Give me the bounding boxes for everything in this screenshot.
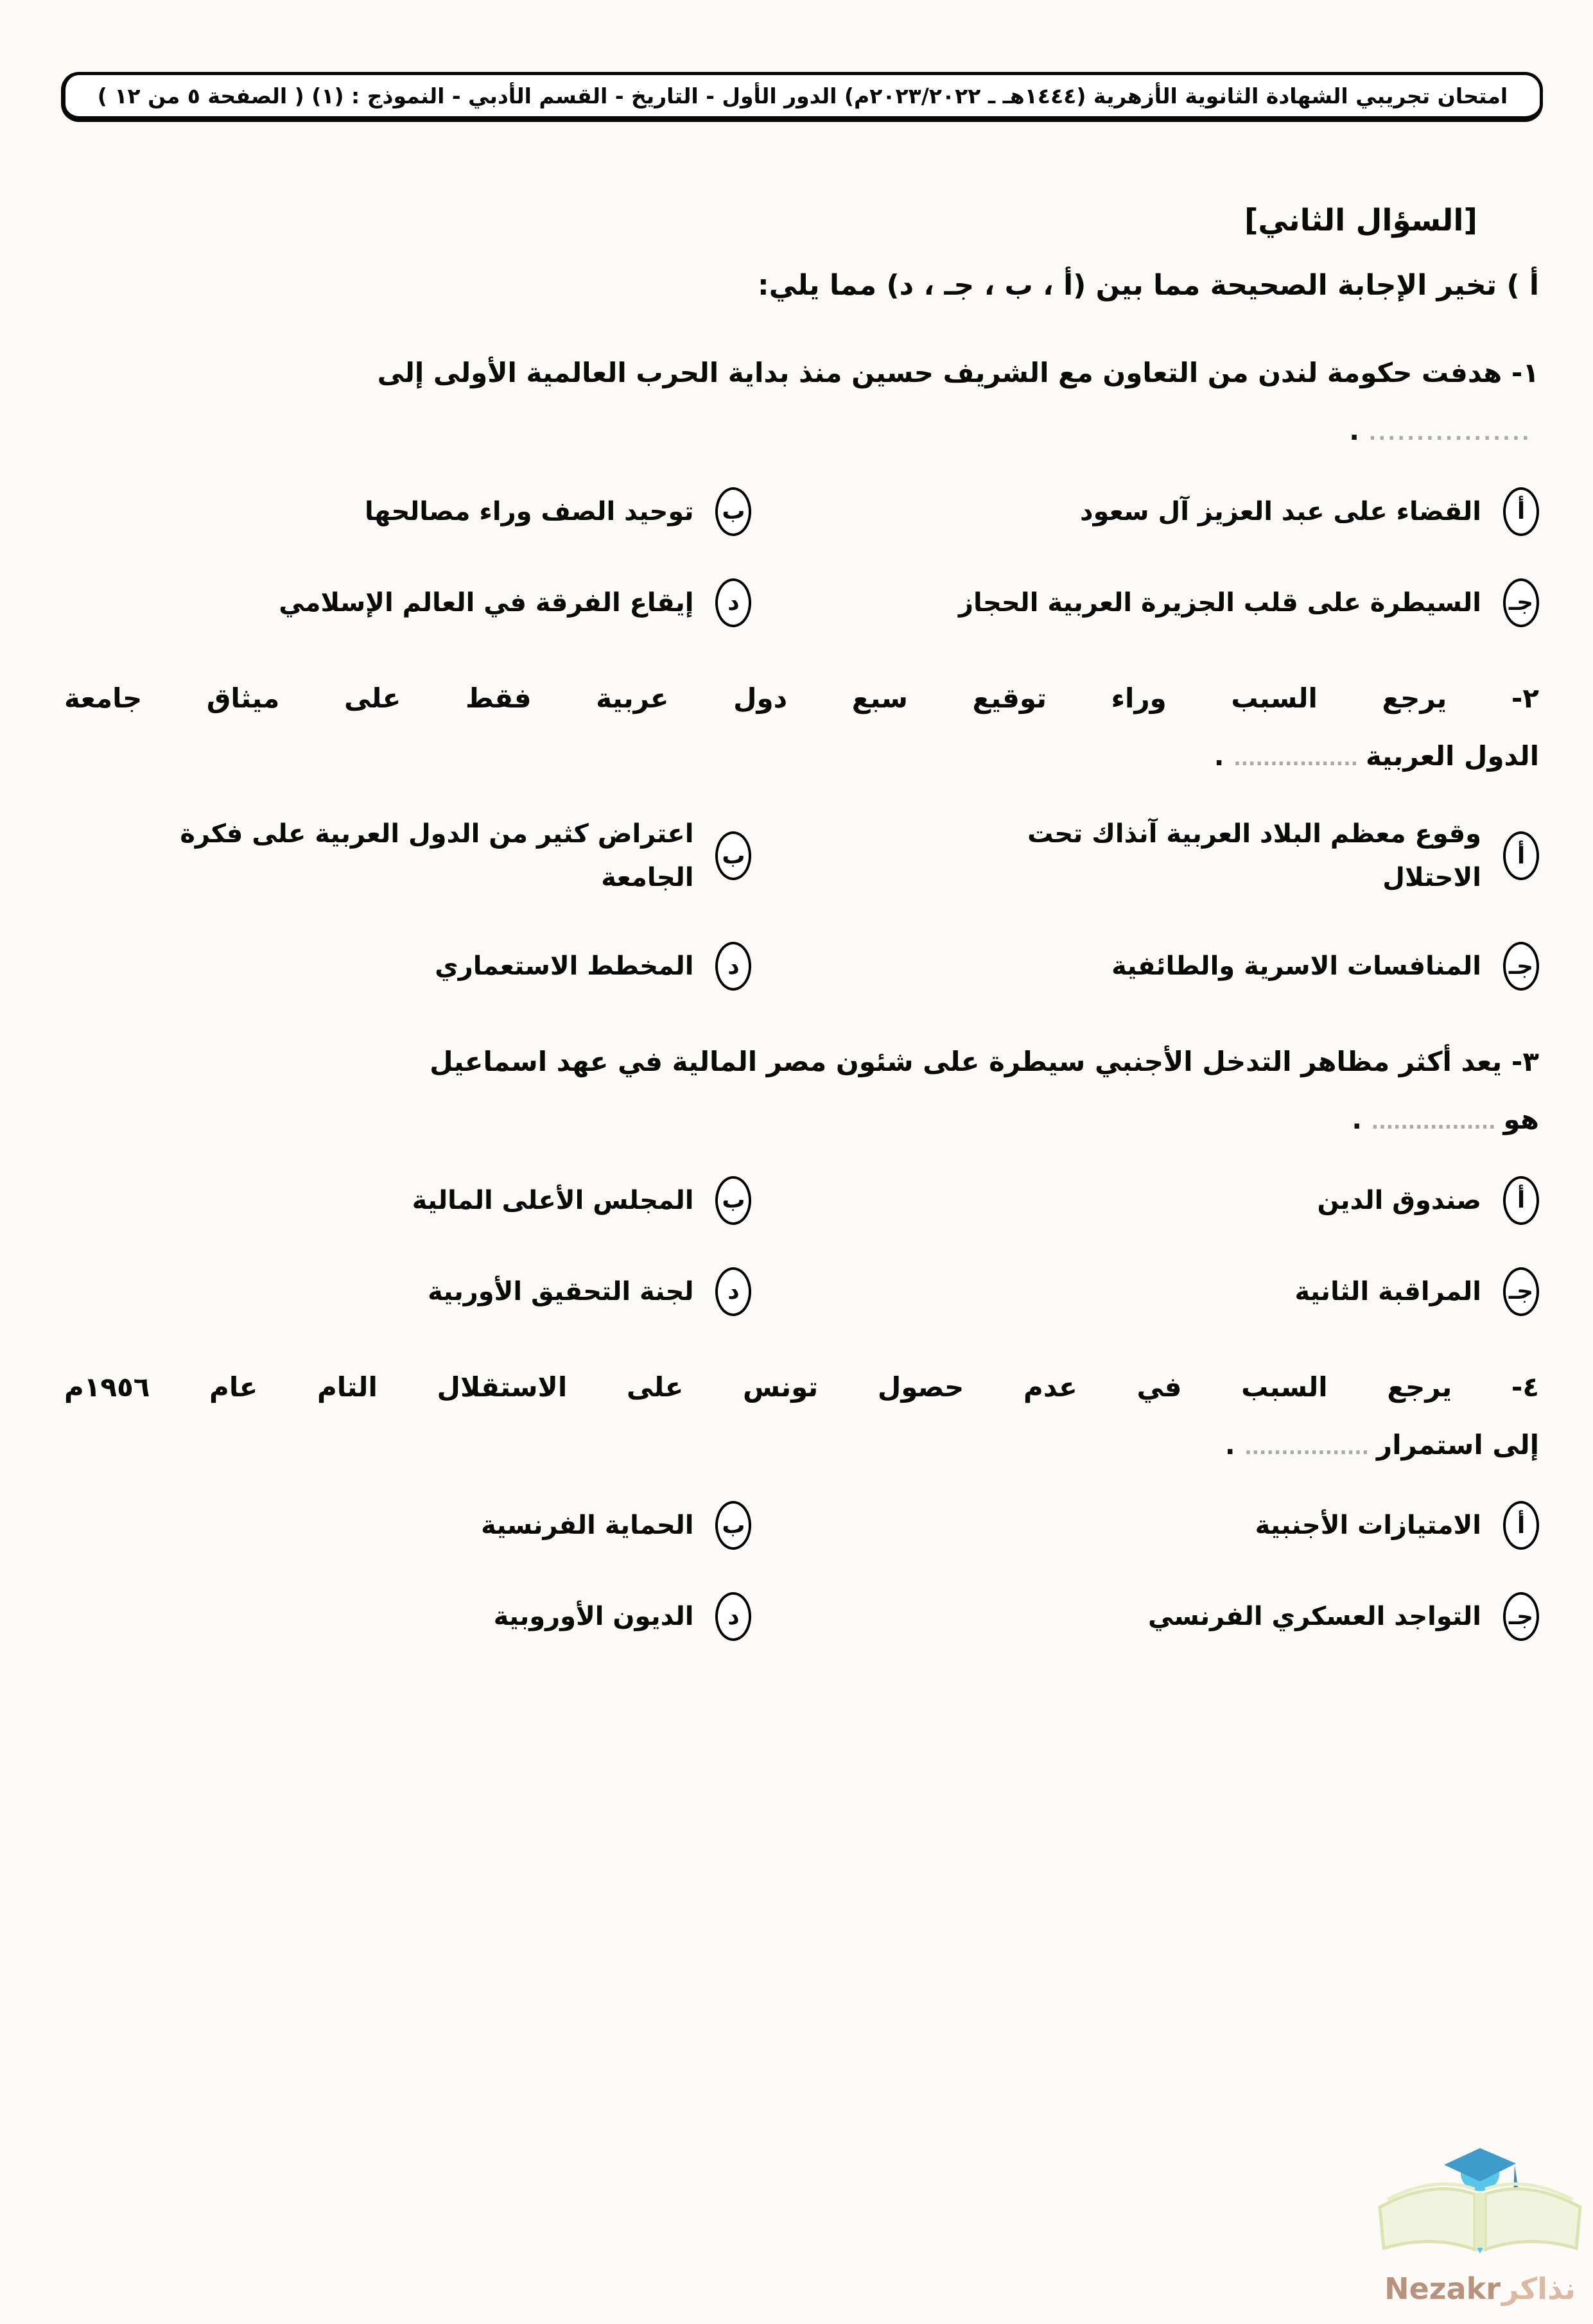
question-4-text: إلى استمرار [1377, 1429, 1539, 1461]
option-letter-badge: ب [715, 1501, 751, 1550]
option-letter-badge: ب [715, 487, 751, 536]
option-letter-badge: أ [1503, 831, 1539, 880]
option-label: لجنة التحقيق الأوربية [428, 1276, 694, 1306]
option-label: المجلس الأعلى المالية [412, 1185, 694, 1215]
question-4-option-a[interactable] [770, 1501, 1539, 1550]
question-2-text: ٢- يرجع السبب وراء توقيع سبع دول عربية فقط على ميثاق جامعة [64, 682, 1539, 714]
answer-blank-period: . [1349, 415, 1369, 447]
question-3-option-b[interactable] [83, 1176, 751, 1225]
option-label: الامتيازات الأجنبية [1255, 1511, 1481, 1541]
option-label: توحيد الصف وراء مصالحها [365, 496, 694, 526]
nezakr-wordmark [1368, 2271, 1592, 2306]
option-label: الديون الأوروبية [493, 1602, 694, 1632]
question-4-option-c[interactable] [770, 1592, 1539, 1641]
question-3 [64, 1033, 1539, 1316]
instruction-line: أ ) تخير الإجابة الصحيحة مما بين (أ ، ب ، جـ ، د) مما يلي: [757, 269, 1539, 302]
graduate-book-icon [1371, 2130, 1589, 2278]
nezakr-arabic-text: نذاكر [1501, 2271, 1576, 2306]
question-3-text: هو [1503, 1104, 1539, 1136]
answer-blank-dots: ................. [1368, 422, 1531, 446]
question-2-stem-line [64, 670, 1539, 727]
option-label: اعتراض كثير من الدول العربية على فكرة الجامعة [180, 819, 694, 893]
option-letter-badge: جـ [1503, 942, 1539, 991]
question-4 [64, 1358, 1539, 1642]
question-1-option-c[interactable] [770, 578, 1539, 627]
questions-list [64, 344, 1539, 1641]
question-3-text: ٣- يعد أكثر مظاهر التدخل الأجنبي سيطرة على شئون مصر المالية في عهد اسماعيل [430, 1046, 1539, 1078]
option-letter-badge: د [715, 1267, 751, 1316]
nezakr-latin-text: Nezakr [1384, 2271, 1501, 2306]
question-1-option-a[interactable] [770, 487, 1539, 536]
answer-blank-period: . [1224, 1429, 1245, 1461]
exam-content [0, 203, 1593, 1641]
question-4-option-b[interactable] [83, 1501, 751, 1550]
option-label: المخطط الاستعماري [435, 951, 694, 982]
question-1-options [64, 487, 1539, 627]
option-letter-badge: د [715, 578, 751, 627]
option-letter-badge: جـ [1503, 1267, 1539, 1316]
option-label: التواجد العسكري الفرنسي [1147, 1602, 1481, 1632]
question-1-text: ١- هدفت حكومة لندن من التعاون مع الشريف حسين منذ بداية الحرب العالمية الأولى إلى [377, 357, 1539, 388]
option-label: المراقبة الثانية [1294, 1276, 1481, 1306]
answer-blank-dots: ................. [1233, 747, 1358, 770]
option-letter-badge: أ [1503, 1501, 1539, 1550]
option-letter-badge: ب [715, 831, 751, 880]
question-3-option-c[interactable] [770, 1267, 1539, 1316]
question-2-stem-line [64, 727, 1539, 785]
option-label: وقوع معظم البلاد العربية آنذاك تحت الاحتلال [1027, 819, 1481, 893]
section-title: [السؤال الثاني] [1244, 203, 1477, 238]
option-label: صندوق الدين [1317, 1185, 1481, 1215]
question-2 [64, 670, 1539, 991]
question-1 [64, 344, 1539, 627]
question-4-stem-line [64, 1416, 1539, 1474]
question-3-stem-line [64, 1091, 1539, 1149]
question-3-option-a[interactable] [770, 1176, 1539, 1225]
question-4-text: ٤- يرجع السبب في عدم حصول تونس على الاستقلال التام عام ١٩٥٦م [64, 1371, 1539, 1403]
question-3-stem-line [64, 1033, 1539, 1091]
question-3-option-d[interactable] [83, 1267, 751, 1316]
question-1-stem-line [64, 402, 1539, 460]
option-letter-badge: أ [1503, 1176, 1539, 1225]
answer-blank-dots: ................. [1244, 1437, 1370, 1460]
option-label: المنافسات الاسرية والطائفية [1111, 951, 1481, 982]
exam-header-box [61, 72, 1543, 122]
option-letter-badge: د [715, 1592, 751, 1641]
answer-blank-period: . [1214, 740, 1234, 772]
question-1-option-d[interactable] [83, 578, 751, 627]
question-2-option-d[interactable] [83, 942, 751, 991]
exam-header-title: امتحان تجريبي الشهادة الثانوية الأزهرية (١٤٤٤هـ ـ ٢٠٢٣/٢٠٢٢م) الدور الأول - التاريخ - القسم الأدبي - النموذج : (١) ( الصفحة ٥ من ١٢ ) [97, 83, 1508, 108]
question-4-stem-line [64, 1358, 1539, 1416]
option-label: إيقاع الفرقة في العالم الإسلامي [279, 587, 694, 618]
option-letter-badge: أ [1503, 487, 1539, 536]
question-2-option-a[interactable] [770, 812, 1539, 899]
option-letter-badge: جـ [1503, 1592, 1539, 1641]
question-2-option-c[interactable] [770, 942, 1539, 991]
option-label: القضاء على عبد العزيز آل سعود [1080, 496, 1481, 526]
question-4-option-d[interactable] [83, 1592, 751, 1641]
option-letter-badge: جـ [1503, 578, 1539, 627]
answer-blank-period: . [1352, 1104, 1371, 1136]
question-1-stem-line [64, 344, 1539, 402]
nezakr-logo [1368, 2130, 1592, 2320]
answer-blank-dots: ................. [1371, 1111, 1496, 1134]
question-2-text: الدول العربية [1366, 740, 1539, 772]
option-letter-badge: ب [715, 1176, 751, 1225]
question-2-option-b[interactable] [83, 812, 751, 899]
option-letter-badge: د [715, 942, 751, 991]
question-1-option-b[interactable] [83, 487, 751, 536]
option-label: الحماية الفرنسية [481, 1511, 694, 1541]
option-label: السيطرة على قلب الجزيرة العربية الحجاز [958, 587, 1481, 618]
question-4-options [64, 1501, 1539, 1641]
exam-page [0, 72, 1593, 2324]
question-3-options [64, 1176, 1539, 1316]
question-2-options [64, 812, 1539, 991]
